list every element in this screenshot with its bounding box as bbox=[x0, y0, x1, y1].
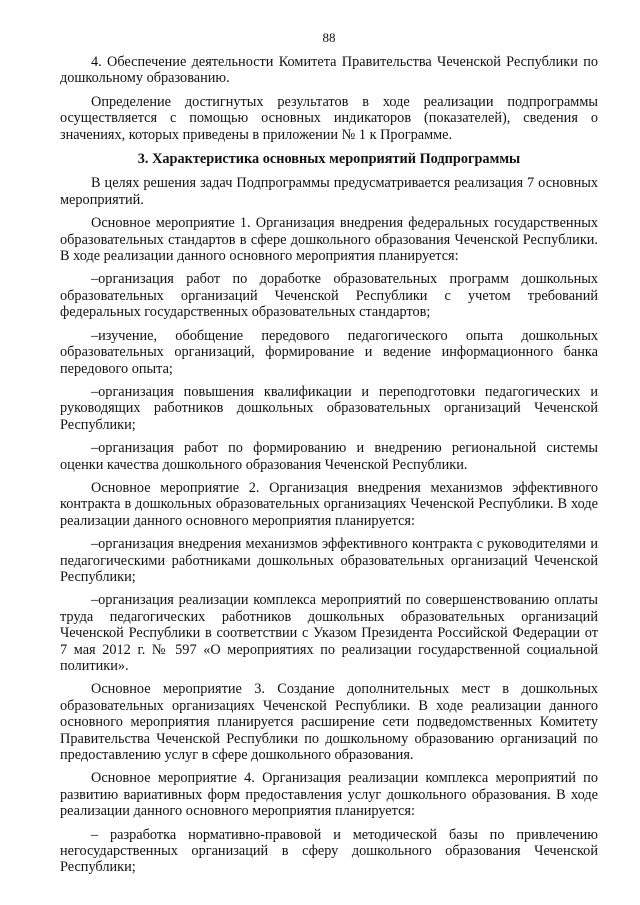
paragraph-measure-3: Основное мероприятие 3. Создание дополнительных мест в дошкольных образовательных организациях Чеченской Республики. В ходе реализации данного основного мероприятия планируется расширение сети подведомственных Комитету Правительства Чеченской Республики по дошкольному образованию организаций по предоставлению услуг в сфере дошкольного образования. bbox=[60, 681, 598, 764]
list-item-measure-4-a: – разработка нормативно-правовой и методической базы по привлечению негосударственных организаций в сферу дошкольного образования Чеченской Республики; bbox=[60, 826, 598, 876]
paragraph-measure-4: Основное мероприятие 4. Организация реализации комплекса мероприятий по развитию вариативных форм предоставления услуг дошкольного образования. В ходе реализации данного основного мероприятия планируется: bbox=[60, 770, 598, 820]
paragraph-goal-4: 4. Обеспечение деятельности Комитета Правительства Чеченской Республики по дошкольному образованию. bbox=[60, 54, 598, 87]
paragraph-measure-2: Основное мероприятие 2. Организация внедрения механизмов эффективного контракта в дошкольных образовательных организациях Чеченской Республики. В ходе реализации данного основного мероприятия планируется: bbox=[60, 479, 598, 529]
page-number: 88 bbox=[322, 30, 336, 45]
list-item-measure-1-d: –организация работ по формированию и внедрению региональной системы оценки качества дошкольного образования Чеченской Республики. bbox=[60, 440, 598, 473]
paragraph-measures-intro: В целях решения задач Подпрограммы предусматривается реализация 7 основных мероприятий. bbox=[60, 175, 598, 208]
list-item-measure-1-a: –организация работ по доработке образовательных программ дошкольных образовательных организаций Чеченской Республики с учетом требований федеральных государственных образовательных стандартов; bbox=[60, 271, 598, 321]
section-heading: 3. Характеристика основных мероприятий Подпрограммы bbox=[137, 151, 521, 168]
list-item-measure-1-b: –изучение, обобщение передового педагогического опыта дошкольных образовательных организаций, формирование и ведение информационного банка передового опыта; bbox=[60, 327, 598, 377]
paragraph-results-evaluation: Определение достигнутых результатов в ходе реализации подпрограммы осуществляется с помощью основных индикаторов (показателей), сведения о значениях, которых приведены в приложении № 1 к Программе. bbox=[60, 93, 598, 143]
paragraph-measure-1: Основное мероприятие 1. Организация внедрения федеральных государственных образовательных стандартов в сфере дошкольного образования Чеченской Республики. В ходе реализации данного основного мероприятия планируется: bbox=[60, 215, 598, 265]
list-item-measure-2-a: –организация внедрения механизмов эффективного контракта с руководителями и педагогическими работниками дошкольных образовательных организаций Чеченской Республики; bbox=[60, 536, 598, 585]
list-item-measure-1-c: –организация повышения квалификации и переподготовки педагогических и руководящих работников дошкольных образовательных организаций Чеченской Республики; bbox=[60, 383, 598, 433]
document-page bbox=[60, 30, 598, 876]
list-item-measure-2-b: –организация реализации комплекса мероприятий по совершенствованию оплаты труда педагогических работников дошкольных образовательных организаций Чеченской Республики в соответствии с Указом Президента Российской Федерации от 7 мая 2012 г. № 597 «О мероприятиях по реализации государственной социальной политики». bbox=[60, 592, 598, 674]
